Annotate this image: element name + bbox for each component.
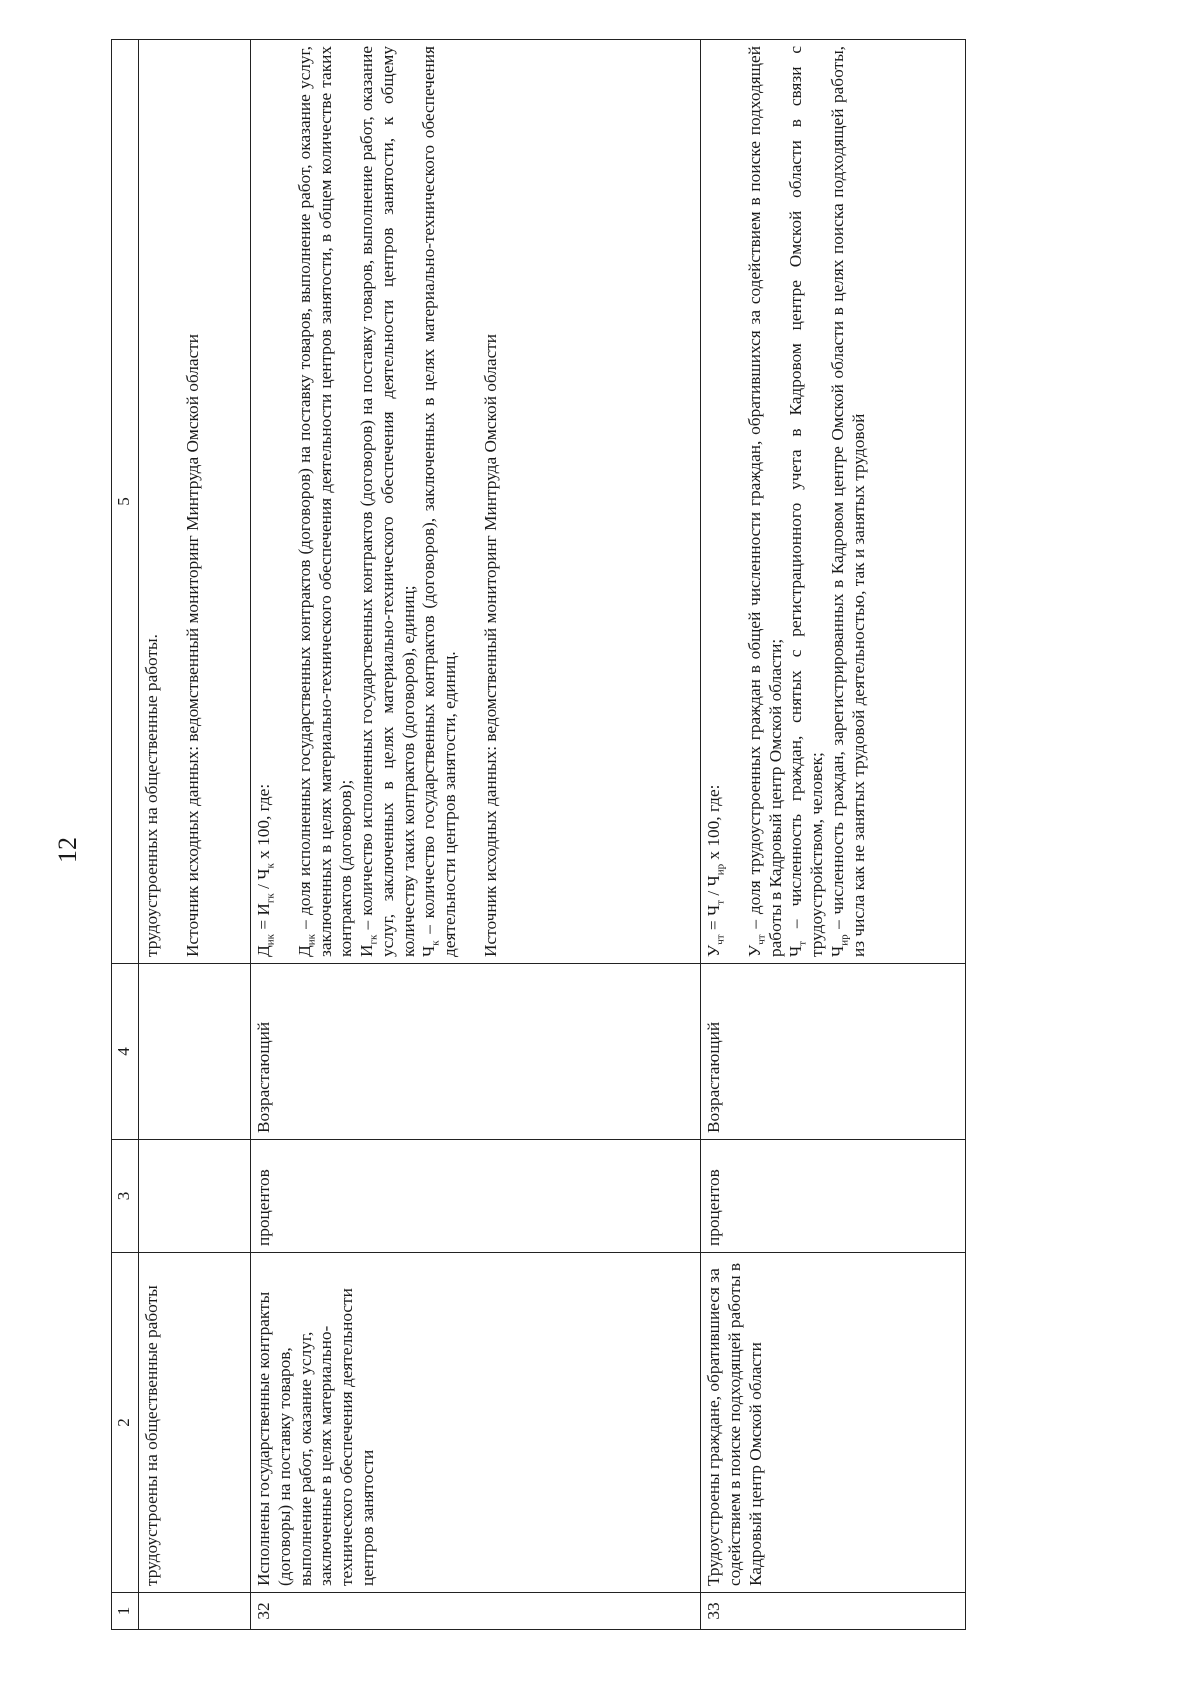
formula-definition: $Ч_{ир}$ – численность граждан, зарегистрированных в Кадровом центре Омской области в целях поиска подходящей работы, из числа как не занятых трудовой деятельностью, так и занятых трудовой xyxy=(827,45,868,957)
table-row-33 xyxy=(701,40,966,1630)
data-source-text: Источник исходных данных: ведомственный мониторинг Минтруда Омской области xyxy=(182,333,202,957)
indicator-direction: Возрастающий xyxy=(251,964,701,1140)
calc-method-cell xyxy=(701,40,966,964)
unit-of-measure: процентов xyxy=(701,1140,966,1253)
header-col-2: 2 xyxy=(112,1253,139,1593)
header-col-1: 1 xyxy=(112,1593,139,1630)
calc-method-cell xyxy=(139,40,251,964)
table-row-32 xyxy=(251,40,701,1630)
page-number: 12 xyxy=(53,837,82,863)
table-header-row xyxy=(112,40,139,1630)
indicator-table xyxy=(111,39,966,1630)
unit-cell xyxy=(139,1140,251,1253)
indicator-table-rotated xyxy=(111,40,1061,1630)
indicator-name: Трудоустроены граждане, обратившиеся за содействием в поиске подходящей работы в Кадровый центр Омской области xyxy=(701,1253,966,1593)
row-number: 33 xyxy=(701,1593,966,1630)
calc-method-cell xyxy=(251,40,701,964)
calc-text-line: трудоустроенных на общественные работы. xyxy=(142,634,161,957)
formula-definition: $У_{чт}$ – доля трудоустроенных граждан в общей численности граждан, обратившихся за содействием в поиске подходящей работы в Кадровый центр Омской области; xyxy=(744,46,785,957)
header-col-5: 5 xyxy=(112,40,139,964)
header-col-4: 4 xyxy=(112,964,139,1140)
row-num-cell xyxy=(139,1593,251,1630)
formula-definition: $Ч_т$ – численность граждан, снятых с регистрационного учета в Кадровом центре Омской области в связи с трудоустройством, человек; xyxy=(786,46,826,957)
row-number: 32 xyxy=(251,1593,701,1630)
indicator-direction: Возрастающий xyxy=(701,964,966,1140)
indicator-name: Исполнены государственные контракты (договоры) на поставку товаров, выполнение работ, оказание услуг, заключенные в целях материально-технического обеспечения деятельности центров занятости xyxy=(251,1253,701,1593)
data-source-text: Источник исходных данных: ведомственный мониторинг Минтруда Омской области xyxy=(480,333,500,957)
formula: $Д_{ик} = И_{гк} / Ч_к$ x 100, где: xyxy=(254,783,277,957)
formula-definition: $Д_{ик}$ – доля исполненных государственных контрактов (договоров) на поставку товаров, выполнение работ, оказание услуг, заключенных в целях материально-технического обеспечения деятельности центров занятости, в общем количестве таких контрактов (договоров); xyxy=(294,46,356,957)
table-row-continuation xyxy=(139,40,251,1630)
unit-of-measure: процентов xyxy=(251,1140,701,1253)
indicator-name-cell: трудоустроены на общественные работы xyxy=(139,1253,251,1593)
formula-definition: $И_{гк}$ – количество исполненных государственных контрактов (договоров) на поставку товаров, выполнение работ, оказание услуг, заключенных в целях материально-технического обеспечения деятельности центров занятости, к общему количеству таких контрактов (договоров), единиц; xyxy=(357,46,418,957)
formula-definition: $Ч_к$ – количество государственных контрактов (договоров), заключенных в целях материально-технического обеспечения деятельности центров занятости, единиц. xyxy=(419,46,459,957)
header-col-3: 3 xyxy=(112,1140,139,1253)
formula: $У_{чт} = Ч_т / Ч_{ир}$ x 100, где: xyxy=(704,784,727,957)
direction-cell xyxy=(139,964,251,1140)
